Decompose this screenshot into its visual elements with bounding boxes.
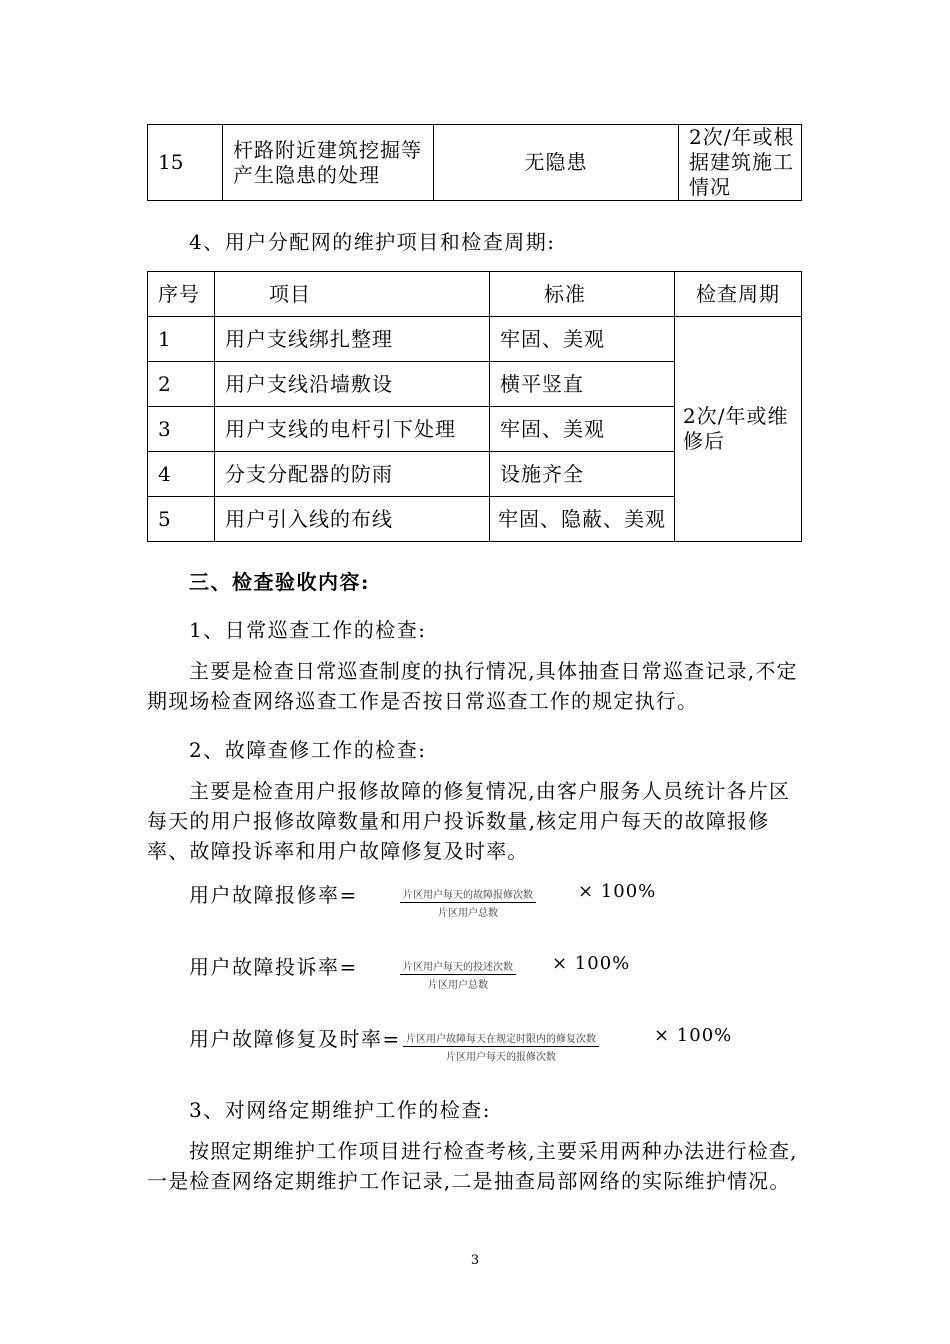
sub1-paragraph: 主要是检查日常巡查制度的执行情况,具体抽查日常巡查记录,不定期现场检查网络巡查工作是否按日常巡查工作的规定执行。 [147,659,798,713]
formula-multiplier: × 100% [552,953,631,974]
row-number: 15 [148,125,223,201]
row-standard: 无隐患 [434,125,679,201]
formula-fraction [403,1030,599,1063]
formula-fraction [400,886,536,919]
header-item: 项目 [215,272,490,317]
user-network-table [147,271,802,542]
row-cycle: 2次/年或维修后 [675,317,802,542]
formula-fraction [400,958,516,991]
formula-denominator: 片区用户每天的报修次数 [446,1052,556,1063]
formula-numerator: 片区用户每天的投述次数 [400,958,516,975]
section3-title: 三、检查验收内容: [189,570,370,594]
row-number: 4 [148,452,215,497]
row-item: 用户支线沿墙敷设 [215,362,490,407]
formula-denominator: 片区用户总数 [428,980,488,991]
table-header-row [148,272,802,317]
row-standard: 牢固、隐蔽、美观 [490,497,675,542]
section4-heading: 4、用户分配网的维护项目和检查周期: [189,230,556,254]
sub1-heading: 1、日常巡查工作的检查: [189,618,427,642]
sub2-paragraph: 主要是检查用户报修故障的修复情况,由客户服务人员统计各片区每天的用户报修故障数量和用户投诉数量,核定用户每天的故障报修率、故障投诉率和用户故障修复及时率。 [147,779,791,863]
row-item: 杆路附近建筑挖掘等产生隐患的处理 [223,125,434,201]
page-number: 3 [470,1253,480,1268]
row-standard: 设施齐全 [490,452,675,497]
header-num: 序号 [148,272,215,317]
sub2-heading: 2、故障查修工作的检查: [189,738,427,762]
table-row [148,125,802,201]
sub3-paragraph: 按照定期维护工作项目进行检查考核,主要采用两种办法进行检查,一是检查网络定期维护工作记录,二是抽查局部网络的实际维护情况。 [147,1139,798,1193]
header-standard: 标准 [490,272,675,317]
formula-numerator: 片区用户每天的故障报修次数 [400,886,536,903]
row-standard: 牢固、美观 [490,407,675,452]
row-number: 2 [148,362,215,407]
header-cycle: 检查周期 [675,272,802,317]
sub3-heading: 3、对网络定期维护工作的检查: [189,1098,491,1122]
formula-numerator: 片区用户故障每天在规定时限内的修复次数 [403,1030,599,1047]
row-item: 用户支线的电杆引下处理 [215,407,490,452]
row-number: 1 [148,317,215,362]
row-item: 用户支线绑扎整理 [215,317,490,362]
maintenance-table-continued [147,124,802,201]
row-number: 3 [148,407,215,452]
formula-multiplier: × 100% [654,1025,733,1046]
formula-denominator: 片区用户总数 [438,908,498,919]
formula-label: 用户故障投诉率= [189,955,358,979]
row-item: 分支分配器的防雨 [215,452,490,497]
table-row [148,317,802,362]
row-standard: 横平竖直 [490,362,675,407]
row-cycle: 2次/年或根据建筑施工情况 [679,125,802,201]
formula-label: 用户故障报修率= [189,883,358,907]
formula-multiplier: × 100% [578,881,657,902]
row-item: 用户引入线的布线 [215,497,490,542]
row-standard: 牢固、美观 [490,317,675,362]
row-number: 5 [148,497,215,542]
formula-label: 用户故障修复及时率= [189,1027,401,1051]
